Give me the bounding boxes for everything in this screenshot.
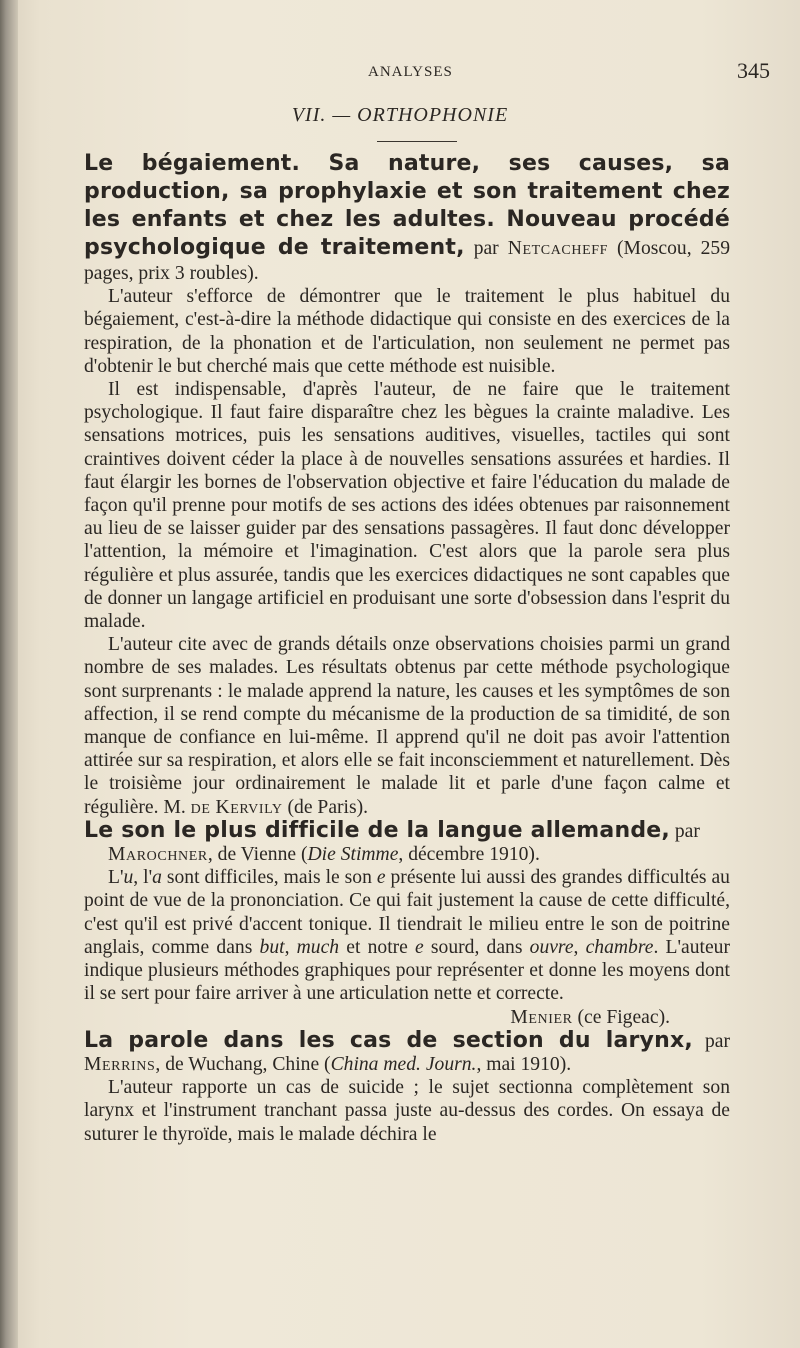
page-body [84,150,730,1146]
article-by: par [692,1030,731,1052]
running-head: ANALYSES [368,64,453,80]
article-author: Marochner [108,844,208,866]
paragraph-text: L'auteur cite avec de grands détails onze observations choisies parmi un grand nombre de ses malades. Les résultats obtenus par cette méthode psychologique sont surprenants : le malade apprend la nature, les causes et les symptômes de son affection, il se rend compte du mécanisme de la production de sa timidité, de son manque de confiance en lui-même. Il apprend qu'il ne doit pas avoir l'attention attirée sur sa respiration, et alors elle se fait inconsciemment et naturellement. Dès le troisième jour ordinairement le malade lit et parle d'une façon calme et régulière. [84,634,730,818]
journal-title: Die Stimme [307,844,399,866]
section-divider [377,141,457,142]
signature-name: Menier [510,1006,573,1028]
paragraph [84,633,730,819]
signature: M. de Kervily (de Paris). [163,796,369,818]
signature-name: Kervily [215,796,283,818]
paragraph: L'u, l'a sont difficiles, mais le son e présente lui aussi des grandes difficultés au point de vue de la prononciation. Ce qui fait justement la cause de cette difficulté, c'est qu'il est privé d'accent tonique. Il tiendrait le milieu entre le son de poitrine anglais, comme dans but, much et notre e sourd, dans ouvre, chambre. L'auteur indique plusieurs méthodes graphiques pour représenter et donne les moyens dont il se sert pour faire arriver à une articulation nette et correcte. [84,867,730,1005]
article-reference: (Moscou, 259 pages, prix 3 roubles). [84,238,730,284]
article-heading-begaiement [84,150,730,285]
paragraph: L'auteur rapporte un cas de suicide ; le sujet sectionna complètement son larynx et l'instrument tranchant passa juste au-dessus des cordes. On essaya de suturer le thyroïde, mais le malade déchira le [84,1077,730,1145]
article-author: Merrins [84,1053,156,1075]
journal-title: China med. Journ. [330,1053,477,1075]
article-title: Le son le plus difficile de la langue allemande, [84,817,670,843]
article-by: par [464,238,508,259]
paragraph: L'auteur s'efforce de démontrer que le traitement le plus habituel du bégaiement, c'est-à-dire la méthode didactique qui consiste en des exercices de la respiration, de la phonation et de l'articulation, non seulement ne permet pas d'obtenir le but cherché mais que cette méthode est nuisible. [84,286,730,377]
article-reference-line: Marochner, de Vienne (Die Stimme, décembre 1910). [108,844,540,866]
page-header [80,58,770,88]
article-by: par [669,820,700,842]
section-title: VII. — ORTHOPHONIE [291,104,509,126]
book-spine-shadow [0,0,18,1348]
article-author: Netcacheff [507,238,609,259]
article-title: La parole dans les cas de section du larynx, [84,1027,693,1053]
article-heading-parole-larynx: La parole dans les cas de section du larynx, par Merrins, de Wuchang, Chine (China med. Journ., mai 1910). [84,1027,731,1075]
page-number: 345 [737,58,770,83]
article-heading-langue-allemande [84,819,730,843]
signature: Menier (ce Figeac). [510,1006,670,1028]
article-title: Le bégaiement. Sa nature, ses causes, sa production, sa prophylaxie et son traitement chez les enfants et chez les adultes. Nouveau procédé psychologique de traitement, [84,151,730,260]
paragraph: Il est indispensable, d'après l'auteur, de ne faire que le traitement psychologique. Il faut faire disparaître chez les bègues la crainte maladive. Les sensations motrices, puis les sensations auditives, visuelles, tactiles qui sont craintives doivent céder la place à de nouvelles sensations assurées et hardies. Il faut élargir les bornes de l'observation objective et faire l'éducation du malade de façon qu'il prenne pour motifs de ses actions des idées obtenues par raisonnement au lieu de se laisser guider par des sensations passagères. Il faut donc développer l'attention, la mémoire et l'imagination. C'est alors que la parole sera plus régulière et plus assurée, tandis que les exercices didactiques ne sont capables que de donner un langage artificiel en produisant une sorte d'obsession dans l'esprit du malade. [84,379,730,633]
